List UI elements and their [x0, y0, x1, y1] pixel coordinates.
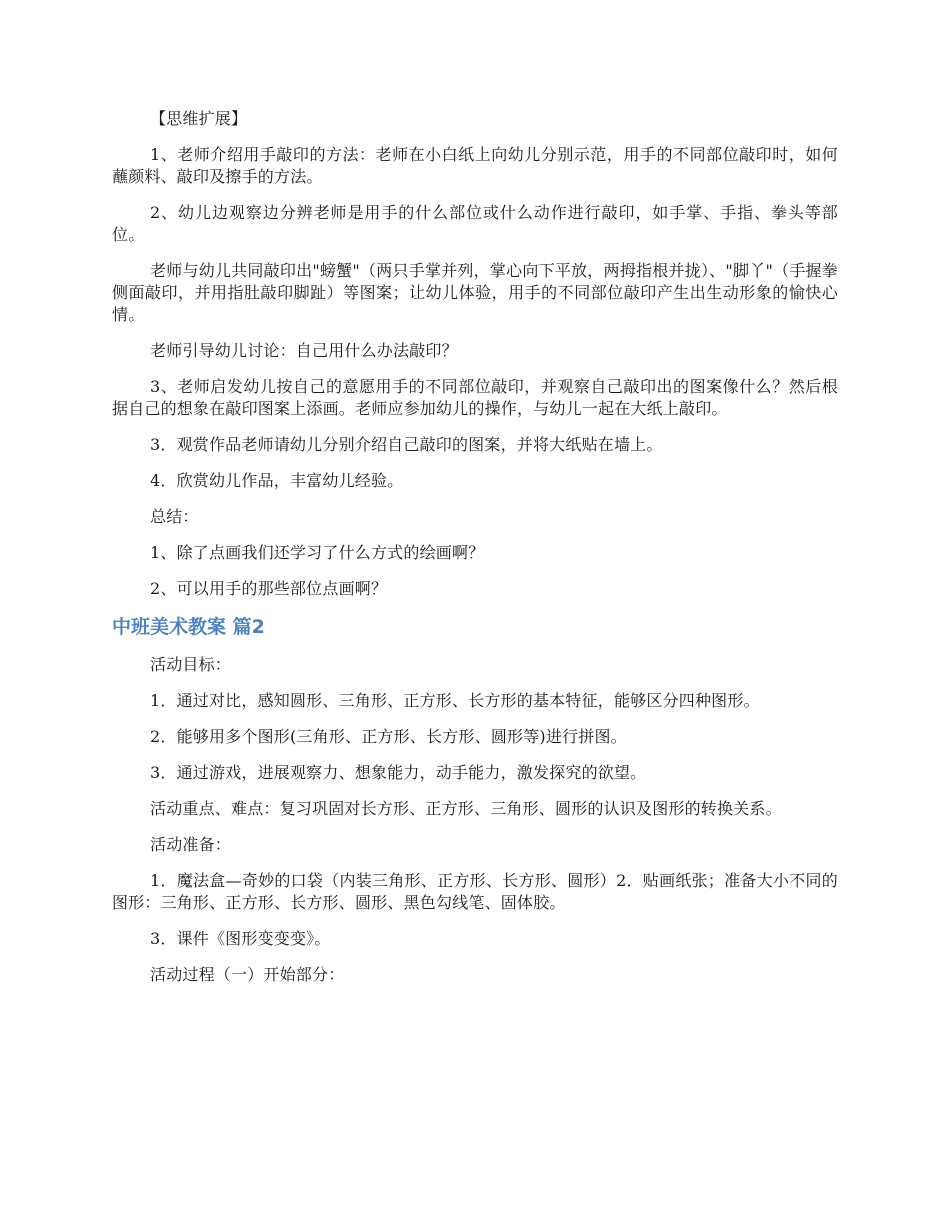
paragraph: 1．魔法盒—奇妙的口袋（内装三角形、正方形、长方形、圆形）2．贴画纸张；准备大小不同的图形：三角形、正方形、长方形、圆形、黑色勾线笔、固体胶。: [112, 871, 838, 912]
paragraph: 2．能够用多个图形(三角形、正方形、长方形、圆形等)进行拼图。: [150, 727, 627, 746]
activity-preparation-label: 活动准备：: [150, 835, 232, 854]
section-heading: 中班美术教案 篇2: [112, 616, 265, 638]
paragraph: 活动重点、难点：复习巩固对长方形、正方形、三角形、圆形的认识及图形的转换关系。: [150, 799, 782, 818]
paragraph: 3．通过游戏，进展观察力、想象能力，动手能力，激发探究的欲望。: [150, 763, 647, 782]
paragraph: 老师与幼儿共同敲印出"螃蟹"（两只手掌并列，掌心向下平放，两拇指根并拢）、"脚丫"（手握拳侧面敲印，并用指肚敲印脚趾）等图案；让幼儿体验，用手的不同部位敲印产生出生动形象的愉快心情。: [112, 261, 838, 324]
paragraph: 1．通过对比，感知圆形、三角形、正方形、长方形的基本特征，能够区分四种图形。: [150, 691, 760, 710]
paragraph: 2、可以用手的那些部位点画啊？: [150, 579, 388, 598]
activity-process-label: 活动过程（一）开始部分：: [150, 965, 345, 984]
paragraph: 2、幼儿边观察边分辨老师是用手的什么部位或什么动作进行敲印，如手掌、手指、拳头等部位。: [112, 203, 838, 244]
section-label-thinking-extension: 【思维扩展】: [150, 109, 248, 128]
paragraph: 老师引导幼儿讨论：自己用什么办法敲印？: [150, 341, 458, 360]
paragraph: 3、老师启发幼儿按自己的意愿用手的不同部位敲印，并观察自己敲印出的图案像什么？然后根据自己的想象在敲印图案上添画。老师应参加幼儿的操作，与幼儿一起在大纸上敲印。: [112, 377, 838, 418]
summary-label: 总结：: [150, 507, 199, 526]
document-content: [112, 108, 838, 1000]
activity-goals-label: 活动目标：: [150, 655, 232, 674]
paragraph: 4．欣赏幼儿作品，丰富幼儿经验。: [150, 471, 404, 490]
paragraph: 3．观赏作品老师请幼儿分别介绍自己敲印的图案，并将大纸贴在墙上。: [150, 435, 663, 454]
paragraph: 3．课件《图形变变变》。: [150, 929, 331, 948]
paragraph: 1、老师介绍用手敲印的方法：老师在小白纸上向幼儿分别示范，用手的不同部位敲印时，如何蘸颜料、敲印及擦手的方法。: [112, 145, 838, 186]
paragraph: 1、除了点画我们还学习了什么方式的绘画啊？: [150, 543, 485, 562]
